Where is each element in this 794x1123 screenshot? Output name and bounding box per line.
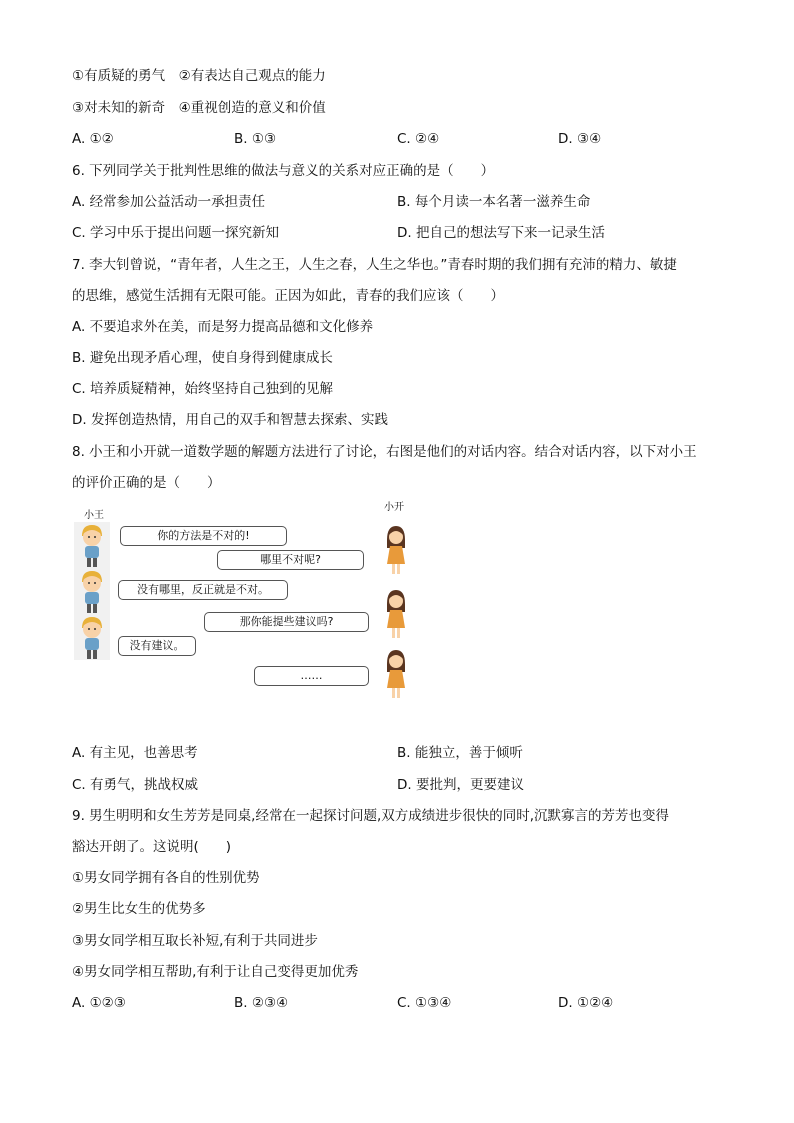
q6-options-row-1 (72, 193, 722, 211)
bubble-kai-2: 那你能提些建议吗? (204, 612, 369, 632)
bubble-wang-3: 没有建议。 (118, 636, 196, 656)
q7-option-b[interactable]: B. 避免出现矛盾心理，使自身得到健康成长 (72, 350, 333, 366)
bubble-wang-2: 没有哪里，反正就是不对。 (118, 580, 288, 600)
q6-option-a[interactable]: A. 经常参加公益活动一承担责任 (72, 194, 266, 210)
q7-stem-line-1: 7. 李大钊曾说，“青年者，人生之王，人生之春，人生之华也。”青春时期的我们拥有充沛的精力、敏捷 (72, 257, 677, 273)
q5-option-c[interactable]: C. ②④ (397, 131, 440, 147)
q9-stem-line-2: 豁达开朗了。这说明( ) (72, 839, 232, 855)
boy-figure-2 (74, 568, 110, 614)
q9-option-b[interactable]: B. ②③④ (234, 995, 289, 1011)
q5-option-d[interactable]: D. ③④ (558, 131, 602, 147)
q7-option-c[interactable]: C. 培养质疑精神，始终坚持自己独到的见解 (72, 381, 334, 397)
q9-statement-1: ①男女同学拥有各自的性别优势 (72, 870, 260, 886)
q8-stem-line-1: 8. 小王和小开就一道数学题的解题方法进行了讨论，右图是他们的对话内容。结合对话内容，以下对小王 (72, 444, 697, 460)
xiaokai-label: 小开 (384, 502, 404, 513)
q5-statement-1-2: ①有质疑的勇气 ②有表达自己观点的能力 (72, 68, 326, 84)
q6-stem: 6. 下列同学关于批判性思维的做法与意义的关系对应正确的是（ ） (72, 163, 495, 179)
q6-option-d[interactable]: D. 把自己的想法写下来一记录生活 (397, 225, 605, 241)
bubble-kai-1: 哪里不对呢? (217, 550, 364, 570)
xiaowang-label: 小王 (84, 510, 104, 521)
q5-option-b[interactable]: B. ①③ (234, 131, 277, 147)
q8-option-b[interactable]: B. 能独立，善于倾听 (397, 745, 523, 761)
girl-figure-2 (384, 588, 408, 640)
girl-figure-1 (384, 524, 408, 576)
q6-option-b[interactable]: B. 每个月读一本名著一滋养生命 (397, 194, 591, 210)
q7-stem-line-2: 的思维，感觉生活拥有无限可能。正因为如此，青春的我们应该（ ） (72, 288, 504, 304)
q6-option-c[interactable]: C. 学习中乐于提出问题一探究新知 (72, 225, 280, 241)
boy-figure-1 (74, 522, 110, 568)
q7-option-d[interactable]: D. 发挥创造热情，用自己的双手和智慧去探索、实践 (72, 412, 388, 428)
q8-stem-line-2: 的评价正确的是（ ） (72, 475, 221, 491)
q9-options (72, 994, 722, 1012)
q8-option-c[interactable]: C. 有勇气，挑战权威 (72, 777, 199, 793)
q9-statement-2: ②男生比女生的优势多 (72, 901, 206, 917)
q8-option-a[interactable]: A. 有主见，也善思考 (72, 745, 198, 761)
q8-options-row-2 (72, 776, 722, 794)
q5-option-a[interactable]: A. ①② (72, 131, 114, 147)
q5-options (72, 130, 722, 148)
boy-figure-3 (74, 614, 110, 660)
q7-option-a[interactable]: A. 不要追求外在美，而是努力提高品德和文化修养 (72, 319, 374, 335)
q9-statement-3: ③男女同学相互取长补短,有利于共同进步 (72, 933, 318, 949)
q8-option-d[interactable]: D. 要批判，更要建议 (397, 777, 524, 793)
bubble-kai-3: …… (254, 666, 369, 686)
q8-options-row-1 (72, 744, 722, 762)
q9-option-d[interactable]: D. ①②④ (558, 995, 614, 1011)
q9-option-c[interactable]: C. ①③④ (397, 995, 452, 1011)
girl-figure-3 (384, 648, 408, 700)
q9-option-a[interactable]: A. ①②③ (72, 995, 126, 1011)
q9-statement-4: ④男女同学相互帮助,有利于让自己变得更加优秀 (72, 964, 359, 980)
q9-stem-line-1: 9. 男生明明和女生芳芳是同桌,经常在一起探讨问题,双方成绩进步很快的同时,沉默寡言的芳芳也变得 (72, 808, 670, 824)
bubble-wang-1: 你的方法是不对的! (120, 526, 287, 546)
dialogue-comic (72, 496, 417, 706)
q6-options-row-2 (72, 224, 722, 242)
q5-statement-3-4: ③对未知的新奇 ④重视创造的意义和价值 (72, 100, 326, 116)
